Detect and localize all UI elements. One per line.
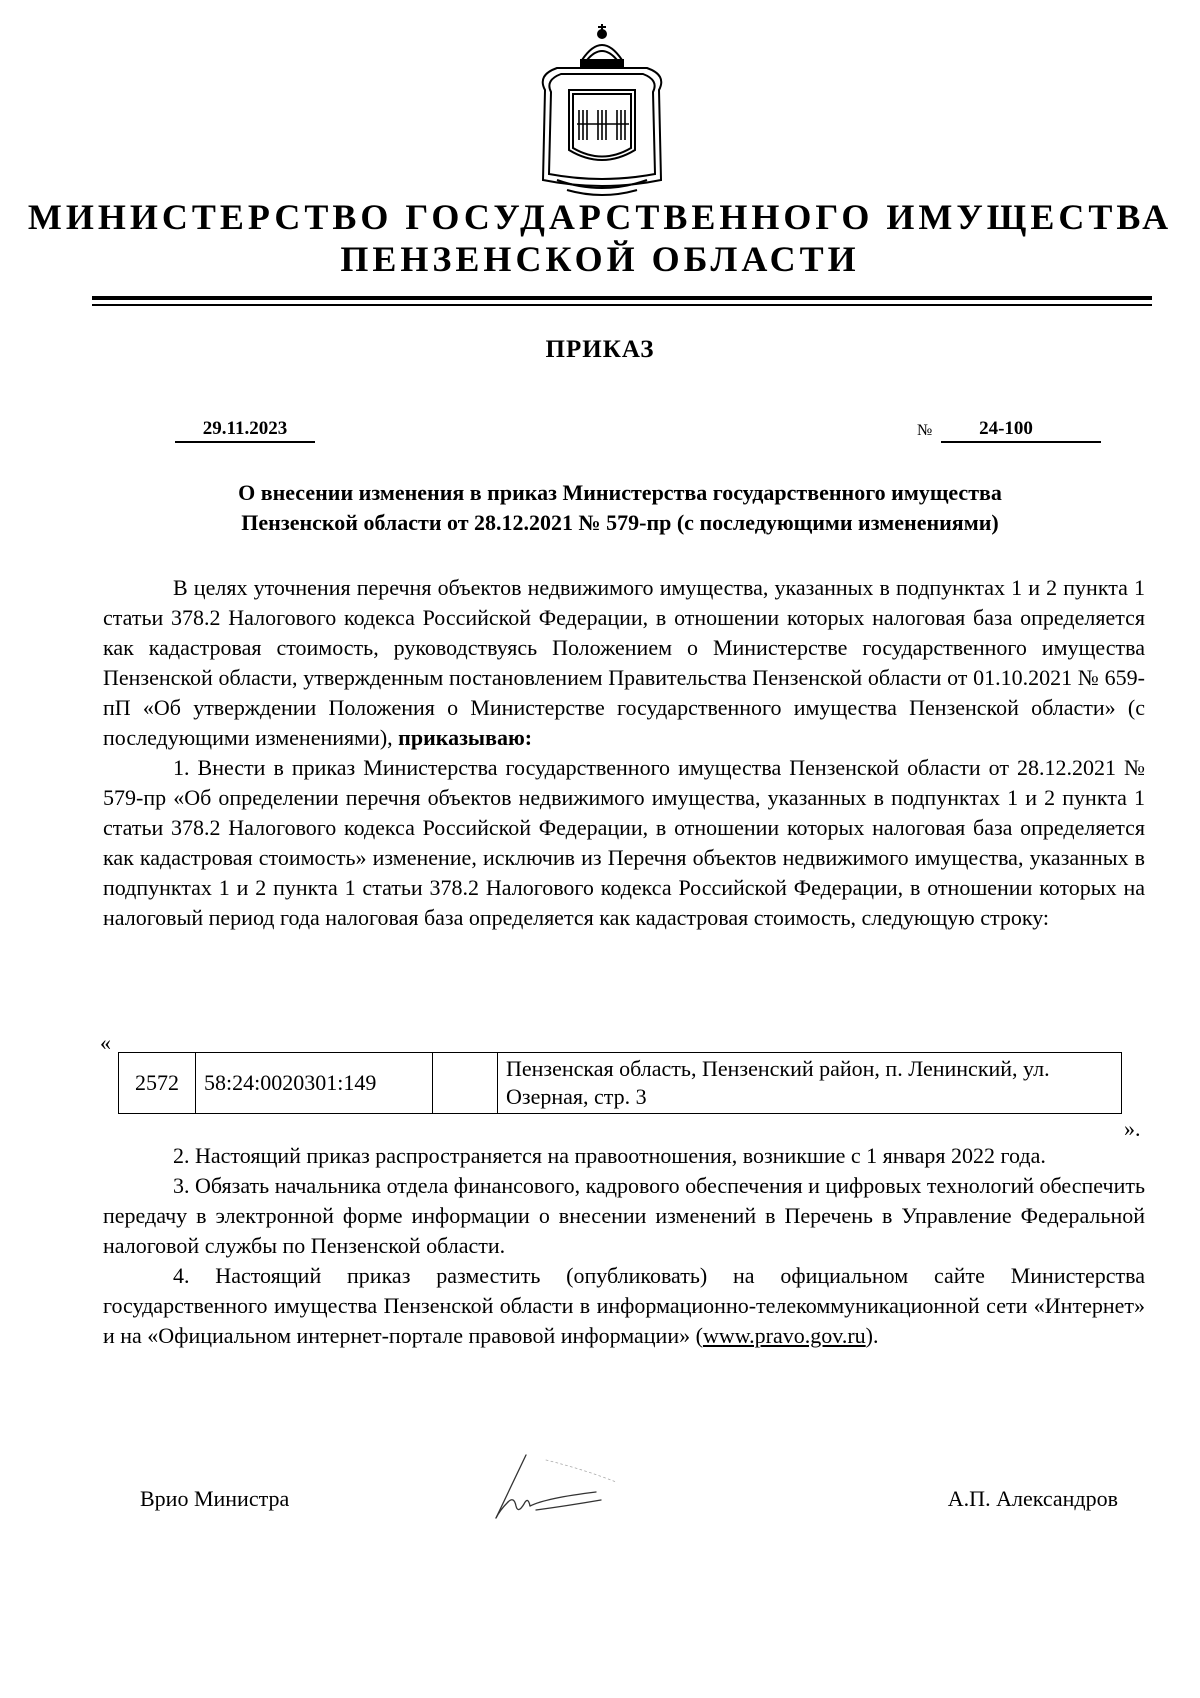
document-date: 29.11.2023 xyxy=(175,418,315,443)
signatory-role: Врио Министра xyxy=(140,1486,290,1511)
subject-line2: Пензенской области от 28.12.2021 № 579-пр (с последующими изменениями) xyxy=(241,510,999,535)
document-type: ПРИКАЗ xyxy=(545,336,655,363)
header-divider-thick xyxy=(92,296,1152,300)
preamble-text: В целях уточнения перечня объектов недвижимого имущества, указанных в подпунктах 1 и 2 пункта 1 статьи 378.2 Налогового кодекса Российской Федерации, в отношении которых налоговая база определяется как кадастровая стоимость, руководствуясь Положением о Министерстве государственного имущества Пензенской области, утвержденным постановлением Правительства Пензенской области от 01.10.2021 № 659-пП «Об утверждении Положения о Министерстве государственного имущества Пензенской области» (с последующими изменениями), xyxy=(103,575,1145,750)
number-sign: № xyxy=(917,422,933,439)
preamble-paragraph xyxy=(103,573,1145,753)
document-subject xyxy=(100,478,1140,538)
pravo-link[interactable]: www.pravo.gov.ru xyxy=(702,1323,866,1348)
cell-row-number: 2572 xyxy=(119,1053,196,1114)
subject-line1: О внесении изменения в приказ Министерства государственного имущества xyxy=(238,480,1002,505)
item1-paragraph: 1. Внести в приказ Министерства государственного имущества Пензенской области от 28.12.2021 № 579-пр «Об определении перечня объектов недвижимого имущества, указанных в подпунктах 1 и 2 пункта 1 статьи 378.2 Налогового кодекса Российской Федерации, в отношении которых налоговая база определяется как кадастровая стоимость» изменение, исключив из Перечня объектов недвижимого имущества, указанных в подпунктах 1 и 2 пункта 1 статьи 378.2 Налогового кодекса Российской Федерации, в отношении которых на налоговый период года налоговая база определяется как кадастровая стоимость, следующую строку: xyxy=(103,755,1145,930)
document-number: 24-100 xyxy=(941,418,1101,443)
item4-text: 4. Настоящий приказ разместить (опубликовать) на официальном сайте Министерства государственного имущества Пензенской области в информационно-телекоммуникационной сети «Интернет» и на «Официальном интернет-портале правовой информации» ( xyxy=(103,1263,1145,1348)
item2-paragraph: 2. Настоящий приказ распространяется на правоотношения, возникшие с 1 января 2022 года. xyxy=(173,1143,1046,1168)
body-block-1 xyxy=(103,573,1145,933)
excluded-objects-table xyxy=(118,1052,1122,1114)
ministry-title-line2: ПЕНЗЕНСКОЙ ОБЛАСТИ xyxy=(340,239,860,279)
cell-cadastral-number: 58:24:0020301:149 xyxy=(196,1053,433,1114)
table-row xyxy=(119,1053,1122,1114)
item4-end: ). xyxy=(865,1323,879,1348)
order-word: приказываю: xyxy=(398,725,533,750)
cell-empty xyxy=(433,1053,498,1114)
item4-paragraph xyxy=(103,1261,1145,1351)
body-block-2 xyxy=(103,1141,1145,1351)
cell-address: Пензенская область, Пензенский район, п. Ленинский, ул. Озерная, стр. 3 xyxy=(498,1053,1122,1114)
quote-open: « xyxy=(100,1030,111,1055)
ministry-title-line1: МИНИСТЕРСТВО ГОСУДАРСТВЕННОГО ИМУЩЕСТВА xyxy=(27,197,1173,237)
item3-paragraph: 3. Обязать начальника отдела финансового, кадрового обеспечения и цифровых технологий обеспечить передачу в электронной форме информации о внесении изменений в Перечень в Управление Федеральной налоговой службы по Пензенской области. xyxy=(103,1173,1145,1258)
header-divider-thin xyxy=(92,304,1152,306)
signatory-name: А.П. Александров xyxy=(947,1486,1118,1511)
coat-of-arms-emblem xyxy=(527,20,677,200)
handwritten-signature xyxy=(486,1440,656,1530)
quote-close: ». xyxy=(1124,1116,1141,1141)
